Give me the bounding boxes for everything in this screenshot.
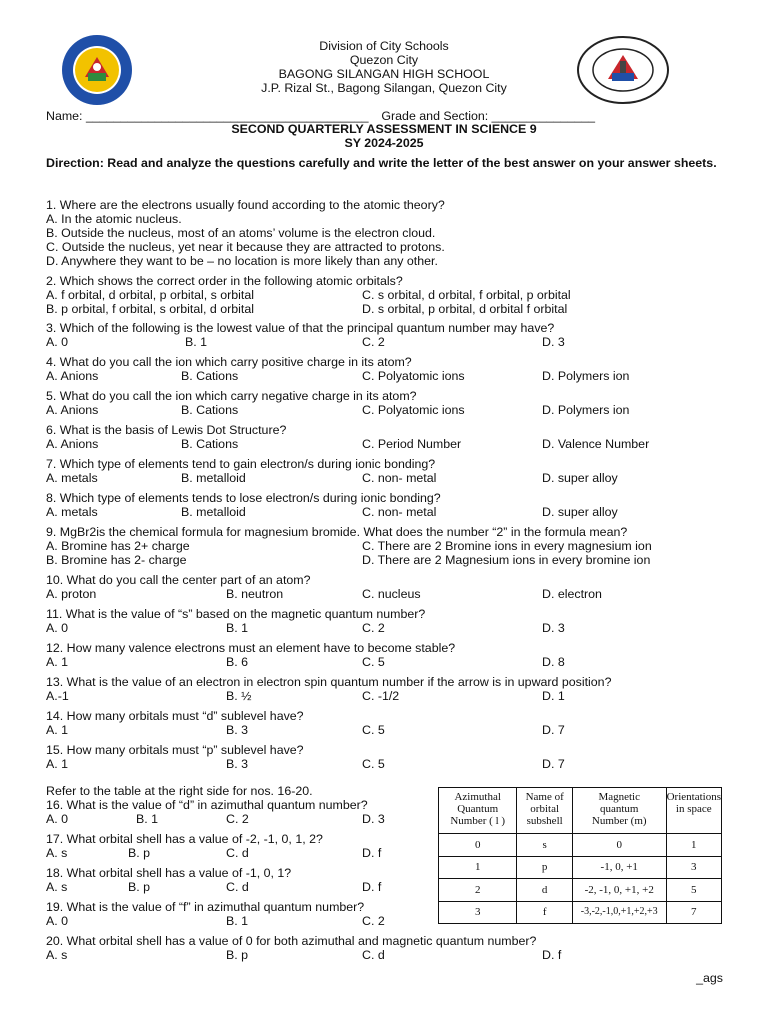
question-18 bbox=[46, 866, 426, 894]
table-row bbox=[439, 856, 722, 879]
question-20 bbox=[46, 934, 726, 962]
table-cell: 2 bbox=[439, 879, 517, 902]
choice-c: C. 5 bbox=[362, 757, 385, 771]
choice-d: D. f bbox=[362, 880, 382, 894]
choice-c: C. Period Number bbox=[362, 437, 462, 451]
choice-a: A. s bbox=[46, 846, 68, 860]
choice-b: B. 1 bbox=[136, 812, 159, 826]
question-9 bbox=[46, 525, 726, 567]
choice-a: A. In the atomic nucleus. bbox=[46, 212, 182, 226]
choice-b: B. Bromine has 2- charge bbox=[46, 553, 187, 567]
question-10 bbox=[46, 573, 726, 601]
choice-b: B. 1 bbox=[226, 914, 249, 928]
choice-a: A. proton bbox=[46, 587, 97, 601]
header-text: Name of bbox=[525, 791, 564, 803]
choice-b: B. 3 bbox=[226, 723, 249, 737]
choice-a: A. 0 bbox=[46, 914, 69, 928]
question-stem: 15. How many orbitals must “p” sublevel have? bbox=[46, 743, 304, 757]
choice-a: A. 1 bbox=[46, 757, 69, 771]
question-13 bbox=[46, 675, 726, 703]
header-text: Magnetic bbox=[598, 791, 640, 803]
choice-b: B. 1 bbox=[185, 335, 208, 349]
table-header-row bbox=[439, 788, 722, 834]
question-stem: 13. What is the value of an electron in electron spin quantum number if the arrow is in upward position? bbox=[46, 675, 612, 689]
choice-d: D. f bbox=[542, 948, 562, 962]
choice-d: D. 7 bbox=[542, 757, 565, 771]
choice-a: A. Anions bbox=[46, 437, 99, 451]
choice-d: D. Polymers ion bbox=[542, 403, 630, 417]
question-stem: 1. Where are the electrons usually found according to the atomic theory? bbox=[46, 198, 445, 212]
choice-d: D. 3 bbox=[542, 335, 565, 349]
question-stem: 10. What do you call the center part of an atom? bbox=[46, 573, 311, 587]
header-magnetic bbox=[572, 788, 666, 834]
choice-c: C. non- metal bbox=[362, 505, 437, 519]
choice-a: A. Bromine has 2+ charge bbox=[46, 539, 190, 553]
choice-c: C. 5 bbox=[362, 655, 385, 669]
question-16 bbox=[46, 798, 426, 826]
table-row bbox=[439, 901, 722, 924]
quantum-number-table bbox=[438, 787, 722, 924]
table-cell: 1 bbox=[439, 856, 517, 879]
question-stem: 5. What do you call the ion which carry negative charge in its atom? bbox=[46, 389, 417, 403]
header-text: Orientations bbox=[666, 791, 721, 803]
choice-b: B. Cations bbox=[181, 369, 239, 383]
assessment-title: SECOND QUARTERLY ASSESSMENT IN SCIENCE 9 bbox=[231, 122, 537, 136]
choice-b: B. Cations bbox=[181, 437, 239, 451]
question-stem: 14. How many orbitals must “d” sublevel have? bbox=[46, 709, 304, 723]
choice-c: C. d bbox=[362, 948, 385, 962]
question-14 bbox=[46, 709, 726, 737]
table-cell: -3,-2,-1,0,+1,+2,+3 bbox=[572, 901, 666, 924]
header-orbital-name bbox=[517, 788, 572, 834]
question-stem: 18. What orbital shell has a value of -1, 0, 1? bbox=[46, 866, 292, 880]
choice-a: A. s bbox=[46, 948, 68, 962]
header-text: Azimuthal bbox=[454, 791, 501, 803]
table-cell: 3 bbox=[439, 901, 517, 924]
school-address: J.P. Rizal St., Bagong Silangan, Quezon City bbox=[261, 81, 507, 95]
choice-d: D. s orbital, p orbital, d orbital f orbital bbox=[362, 302, 568, 316]
question-4 bbox=[46, 355, 726, 383]
choice-b: B. 1 bbox=[226, 621, 249, 635]
question-5 bbox=[46, 389, 726, 417]
table-cell: 0 bbox=[572, 834, 666, 857]
choice-a: A. s bbox=[46, 880, 68, 894]
header-text: in space bbox=[675, 803, 712, 815]
table-reference-note: Refer to the table at the right side for nos. 16-20. bbox=[46, 784, 313, 798]
header-text: quantum bbox=[599, 803, 639, 815]
choice-b: B. p bbox=[226, 948, 249, 962]
choice-d: D. 3 bbox=[362, 812, 385, 826]
division-name: Division of City Schools bbox=[319, 39, 449, 53]
header-text: Number (m) bbox=[591, 815, 647, 827]
directions: Direction: Read and analyze the questions carefully and write the letter of the best answer on your answer sheets. bbox=[46, 156, 717, 170]
question-2 bbox=[46, 274, 726, 316]
question-stem: 20. What orbital shell has a value of 0 for both azimuthal and magnetic quantum number? bbox=[46, 934, 537, 948]
choice-c: C. 2 bbox=[226, 812, 249, 826]
question-stem: 17. What orbital shell has a value of -2, -1, 0, 1, 2? bbox=[46, 832, 323, 846]
choice-d: D. electron bbox=[542, 587, 602, 601]
question-8 bbox=[46, 491, 726, 519]
grade-section-field[interactable]: _______________ bbox=[491, 109, 596, 123]
question-stem: 16. What is the value of “d” in azimuthal quantum number? bbox=[46, 798, 368, 812]
choice-c: C. d bbox=[226, 846, 249, 860]
choice-b: B. p bbox=[128, 846, 151, 860]
question-6 bbox=[46, 423, 726, 451]
choice-b: B. neutron bbox=[226, 587, 284, 601]
question-stem: 4. What do you call the ion which carry positive charge in its atom? bbox=[46, 355, 412, 369]
choice-a: A. 0 bbox=[46, 335, 69, 349]
page-footer: _ags bbox=[696, 971, 723, 985]
choice-c: C. non- metal bbox=[362, 471, 437, 485]
choice-c: C. Polyatomic ions bbox=[362, 403, 465, 417]
table-cell: 0 bbox=[439, 834, 517, 857]
table-cell: f bbox=[517, 901, 572, 924]
grade-section-label: Grade and Section: bbox=[381, 109, 489, 123]
choice-b: B. p bbox=[128, 880, 151, 894]
choice-c: C. s orbital, d orbital, f orbital, p orbital bbox=[362, 288, 571, 302]
table-cell: s bbox=[517, 834, 572, 857]
choice-d: D. 1 bbox=[542, 689, 565, 703]
choice-d: D. There are 2 Magnesium ions in every bromine ion bbox=[362, 553, 651, 567]
choice-c: C. 2 bbox=[362, 335, 385, 349]
table-cell: -2, -1, 0, +1, +2 bbox=[572, 879, 666, 902]
question-stem: 2. Which shows the correct order in the following atomic orbitals? bbox=[46, 274, 403, 288]
choice-b: B. p orbital, f orbital, s orbital, d orbital bbox=[46, 302, 254, 316]
table-cell: 3 bbox=[666, 856, 721, 879]
choice-b: B. Cations bbox=[181, 403, 239, 417]
choice-c: C. 5 bbox=[362, 723, 385, 737]
choice-b: B. 3 bbox=[226, 757, 249, 771]
choice-a: A. f orbital, d orbital, p orbital, s orbital bbox=[46, 288, 254, 302]
name-grade-line bbox=[46, 109, 595, 123]
choice-b: B. 6 bbox=[226, 655, 249, 669]
choice-c: C. 2 bbox=[362, 914, 385, 928]
question-17 bbox=[46, 832, 426, 860]
name-field[interactable]: _________________________________________ bbox=[85, 109, 369, 123]
header-text: Number ( l ) bbox=[450, 815, 506, 827]
choice-a: A.-1 bbox=[46, 689, 69, 703]
choice-a: A. Anions bbox=[46, 369, 99, 383]
choice-d: D. Anywhere they want to be – no location is more likely than any other. bbox=[46, 254, 438, 268]
city-name: Quezon City bbox=[349, 53, 419, 67]
question-stem: 6. What is the basis of Lewis Dot Structure? bbox=[46, 423, 287, 437]
question-stem: 12. How many valence electrons must an element have to become stable? bbox=[46, 641, 456, 655]
table-cell: d bbox=[517, 879, 572, 902]
question-11 bbox=[46, 607, 726, 635]
choice-d: D. f bbox=[362, 846, 382, 860]
table-row bbox=[439, 834, 722, 857]
choice-d: D. Valence Number bbox=[542, 437, 650, 451]
table-cell: 1 bbox=[666, 834, 721, 857]
table-cell: p bbox=[517, 856, 572, 879]
question-12 bbox=[46, 641, 726, 669]
choice-a: A. 0 bbox=[46, 621, 69, 635]
table-cell: -1, 0, +1 bbox=[572, 856, 666, 879]
question-stem: 3. Which of the following is the lowest value of that the principal quantum number may have? bbox=[46, 321, 555, 335]
question-stem: 9. MgBr2is the chemical formula for magnesium bromide. What does the number “2” in the formula mean? bbox=[46, 525, 628, 539]
school-name: BAGONG SILANGAN HIGH SCHOOL bbox=[278, 67, 490, 81]
question-stem: 8. Which type of elements tends to lose electron/s during ionic bonding? bbox=[46, 491, 441, 505]
question-stem: 19. What is the value of “f” in azimuthal quantum number? bbox=[46, 900, 365, 914]
choice-a: A. metals bbox=[46, 505, 98, 519]
question-stem: 11. What is the value of “s” based on the magnetic quantum number? bbox=[46, 607, 426, 621]
header-text: subshell bbox=[526, 815, 563, 827]
question-19 bbox=[46, 900, 426, 928]
choice-b: B. Outside the nucleus, most of an atoms’ volume is the electron cloud. bbox=[46, 226, 436, 240]
choice-b: B. metalloid bbox=[181, 505, 246, 519]
choice-d: D. super alloy bbox=[542, 471, 618, 485]
choice-a: A. 1 bbox=[46, 723, 69, 737]
choice-d: D. 3 bbox=[542, 621, 565, 635]
header-orientations bbox=[666, 788, 721, 834]
question-1 bbox=[46, 198, 726, 268]
choice-c: C. d bbox=[226, 880, 249, 894]
header-azimuthal bbox=[439, 788, 517, 834]
question-stem: 7. Which type of elements tend to gain electron/s during ionic bonding? bbox=[46, 457, 436, 471]
name-label: Name: bbox=[46, 109, 83, 123]
choice-c: C. Polyatomic ions bbox=[362, 369, 465, 383]
header-text: orbital bbox=[530, 803, 560, 815]
choice-d: D. super alloy bbox=[542, 505, 618, 519]
choice-a: A. Anions bbox=[46, 403, 99, 417]
table-row bbox=[439, 879, 722, 902]
choice-d: D. 8 bbox=[542, 655, 565, 669]
choice-c: C. -1/2 bbox=[362, 689, 400, 703]
table-cell: 5 bbox=[666, 879, 721, 902]
header-text: Quantum bbox=[457, 803, 499, 815]
choice-c: C. Outside the nucleus, yet near it because they are attracted to protons. bbox=[46, 240, 445, 254]
choice-c: C. nucleus bbox=[362, 587, 421, 601]
choice-b: B. ½ bbox=[226, 689, 252, 703]
choice-a: A. metals bbox=[46, 471, 98, 485]
table-cell: 7 bbox=[666, 901, 721, 924]
question-15 bbox=[46, 743, 726, 771]
choice-a: A. 0 bbox=[46, 812, 69, 826]
school-year: SY 2024-2025 bbox=[344, 136, 424, 150]
choice-c: C. There are 2 Bromine ions in every magnesium ion bbox=[362, 539, 652, 553]
choice-d: D. 7 bbox=[542, 723, 565, 737]
question-3 bbox=[46, 321, 726, 349]
choice-c: C. 2 bbox=[362, 621, 385, 635]
choice-d: D. Polymers ion bbox=[542, 369, 630, 383]
choice-b: B. metalloid bbox=[181, 471, 246, 485]
question-7 bbox=[46, 457, 726, 485]
choice-a: A. 1 bbox=[46, 655, 69, 669]
